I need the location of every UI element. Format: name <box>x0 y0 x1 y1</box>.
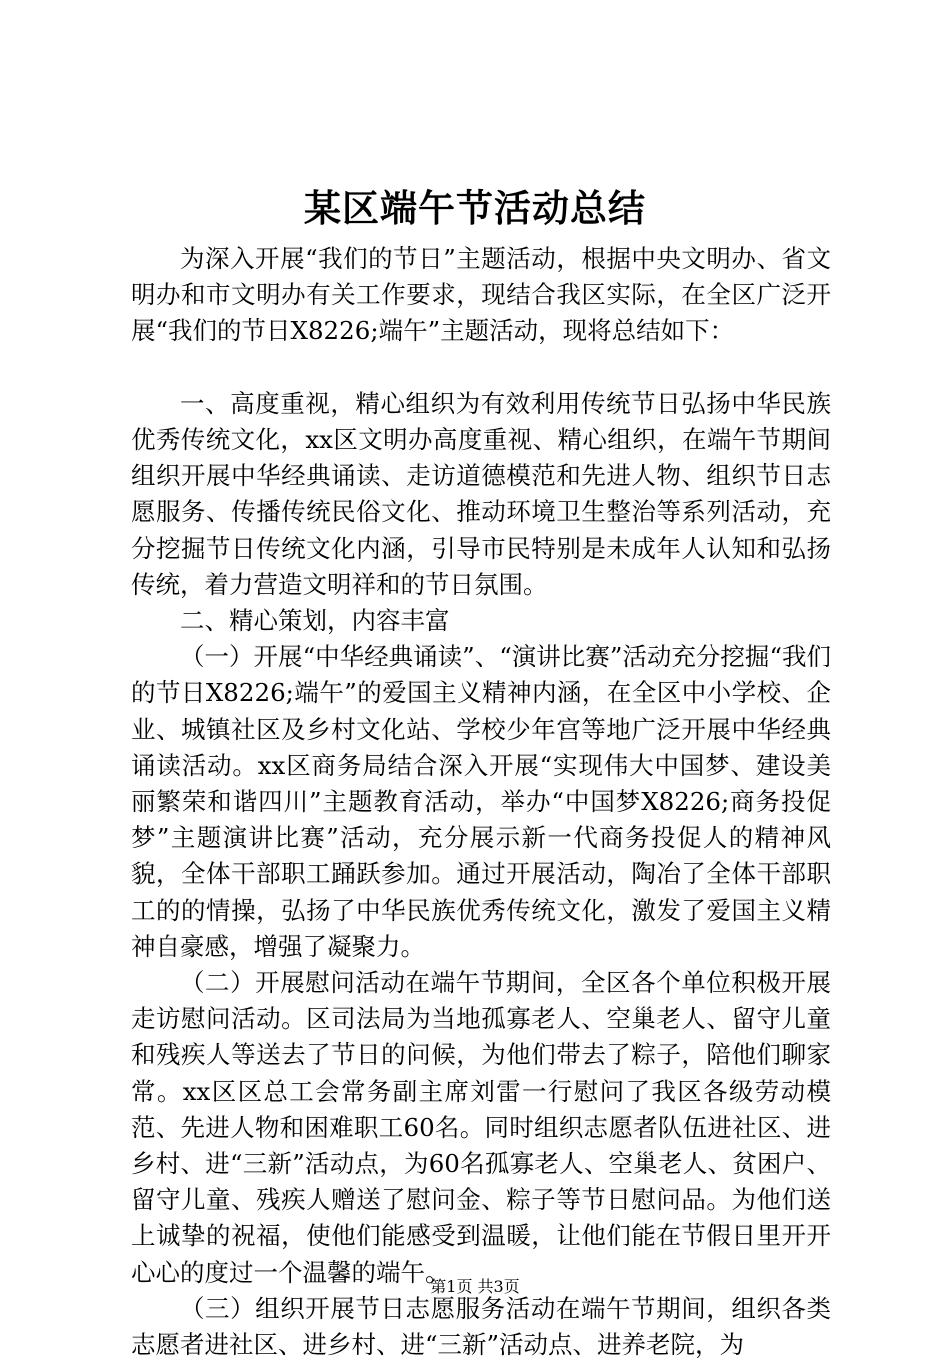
document-title: 某区端午节活动总结 <box>304 186 646 230</box>
section-one-paragraph: 一、高度重视，精心组织为有效利用传统节日弘扬中华民族优秀传统文化，xx区文明办高度重视、精心组织，在端午节期间组织开展中华经典诵读、走访道德模范和先进人物、组织节日志愿服务、传播传统民俗文化、推动环境卫生整治等系列活动，充分挖掘节日传统文化内涵，引导市民特别是未成年人认知和弘扬传统，着力营造文明祥和的节日氛围。 <box>131 388 831 599</box>
page-number-footer: 第1页 共3页 <box>430 1277 520 1296</box>
section-two-heading: 二、精心策划，内容丰富 <box>180 606 450 636</box>
paragraph-spacer <box>131 350 831 386</box>
document-body <box>131 241 831 1363</box>
subsection-one-paragraph: （一）开展“中华经典诵读”、“演讲比赛”活动充分挖掘“我们的节日X8226;端午”的爱国主义精神内涵，在全区中小学校、企业、城镇社区及乡村文化站、学校少年宫等地广泛开展中华经典诵读活动。xx区商务局结合深入开展“实现伟大中国梦、建设美丽繁荣和谐四川”主题教育活动，举办“中国梦X8226;商务投促梦”主题演讲比赛”活动，充分展示新一代商务投促人的精神风貌，全体干部职工踊跃参加。通过开展活动，陶冶了全体干部职工的的情操，弘扬了中华民族优秀传统文化，激发了爱国主义精神自豪感，增强了凝聚力。 <box>131 642 831 961</box>
intro-paragraph: 为深入开展“我们的节日”主题活动，根据中央文明办、省文明办和市文明办有关工作要求，现结合我区实际，在全区广泛开展“我们的节日X8226;端午”主题活动，现将总结如下： <box>131 244 831 346</box>
subsection-three-paragraph: （三）组织开展节日志愿服务活动在端午节期间，组织各类志愿者进社区、进乡村、进“三新”活动点、进养老院，为 <box>131 1293 831 1360</box>
subsection-two-paragraph: （二）开展慰问活动在端午节期间，全区各个单位积极开展走访慰问活动。区司法局为当地孤寡老人、空巢老人、留守儿童和残疾人等送去了节日的问候，为他们带去了粽子，陪他们聊家常。xx区区总工会常务副主席刘雷一行慰问了我区各级劳动模范、先进人物和困难职工60名。同时组织志愿者队伍进社区、进乡村、进“三新”活动点，为60名孤寡老人、空巢老人、贫困户、留守儿童、残疾人赠送了慰问金、粽子等节日慰问品。为他们送上诚挚的祝福，使他们能感受到温暖，让他们能在节假日里开开心心的度过一个温馨的端午。 <box>131 968 831 1287</box>
